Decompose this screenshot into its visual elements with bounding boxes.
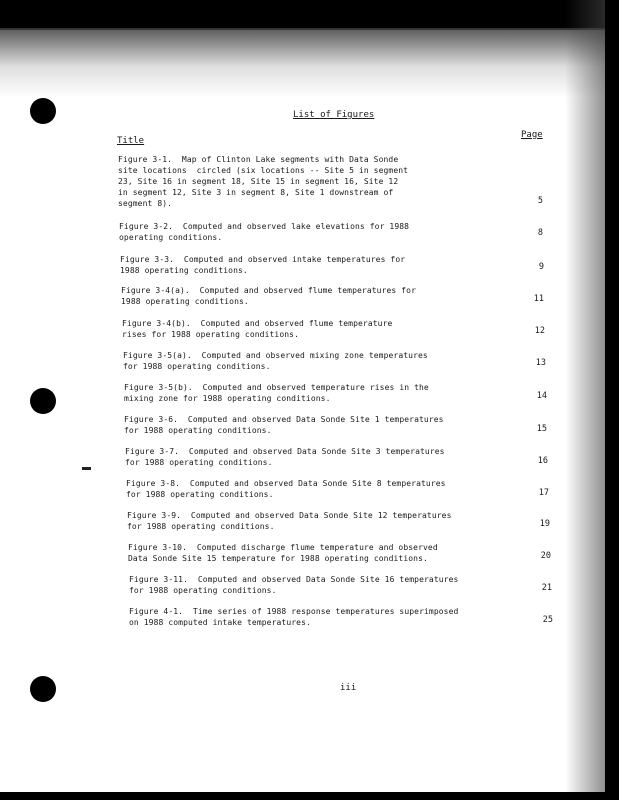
scan-bottom-border: [0, 792, 619, 800]
figure-entry-page: 19: [539, 519, 550, 529]
figure-entry-line: Figure 3-3. Computed and observed intake temperatures for: [120, 255, 406, 264]
scan-speck: [82, 467, 91, 470]
figure-entry-page: 9: [538, 262, 544, 272]
figure-entry-line: 23, Site 16 in segment 18, Site 15 in segment 16, Site 12: [118, 177, 399, 186]
figure-entry-line: Figure 3-9. Computed and observed Data Sonde Site 12 temperatures: [127, 511, 452, 520]
figure-entry-title: [127, 510, 451, 532]
figure-entry-line: Figure 4-1. Time series of 1988 response temperatures superimposed: [129, 607, 459, 616]
document-title: List of Figures: [293, 110, 375, 120]
figure-entry-line: site locations circled (six locations -- Site 5 in segment: [118, 166, 409, 175]
figure-entry-line: Figure 3-5(a). Computed and observed mixing zone temperatures: [123, 351, 428, 360]
figure-entry-line: rises for 1988 operating conditions.: [122, 330, 299, 339]
figure-entry-title: [121, 285, 416, 307]
figure-entry-line: Figure 3-7. Computed and observed Data Sonde Site 3 temperatures: [125, 447, 445, 456]
figure-entry-title: [129, 574, 458, 596]
figure-entry-line: Figure 3-1. Map of Clinton Lake segments with Data Sonde: [118, 155, 399, 164]
figure-entry-title: [125, 446, 445, 468]
figure-entry-page: 13: [535, 358, 546, 368]
figure-entry-title: [118, 154, 408, 209]
column-header-page: Page: [521, 130, 543, 140]
figure-entry-line: Figure 3-2. Computed and observed lake elevations for 1988: [119, 222, 410, 231]
scan-right-noise: [565, 0, 605, 800]
figure-entry-title: [119, 221, 409, 243]
figure-entry-line: Figure 3-6. Computed and observed Data Sonde Site 1 temperatures: [124, 415, 444, 424]
figure-entry-line: for 1988 operating conditions.: [126, 490, 274, 499]
figure-entry-page: 11: [533, 294, 544, 304]
figure-entry-line: in segment 12, Site 3 in segment 8, Site 1 downstream of: [118, 188, 394, 197]
figure-entry-line: Data Sonde Site 15 temperature for 1988 operating conditions.: [128, 554, 428, 563]
scan-top-border: [0, 0, 619, 30]
figure-entry-line: mixing zone for 1988 operating conditions.: [124, 394, 331, 403]
figure-entry-line: 1988 operating conditions.: [120, 266, 248, 275]
figure-entry-line: for 1988 operating conditions.: [125, 458, 273, 467]
figure-entry-line: segment 8).: [118, 199, 173, 208]
figure-entry-page: 17: [538, 488, 549, 498]
figure-entry-line: operating conditions.: [119, 233, 223, 242]
footer-page-number: iii: [340, 683, 357, 693]
figure-entry-page: 25: [542, 615, 553, 625]
figure-entry-title: [124, 382, 429, 404]
figure-entry-page: 8: [537, 228, 543, 238]
figure-entry-page: 15: [536, 424, 547, 434]
figure-entry-title: [122, 318, 392, 340]
figure-entry-line: Figure 3-11. Computed and observed Data Sonde Site 16 temperatures: [129, 575, 459, 584]
figure-entry-line: on 1988 computed intake temperatures.: [129, 618, 311, 627]
figure-entry-line: Figure 3-4(a). Computed and observed flume temperatures for: [121, 286, 416, 295]
figure-entry-page: 21: [541, 583, 552, 593]
figure-entry-title: [126, 478, 446, 500]
figure-entry-title: [120, 254, 405, 276]
punch-hole-middle: [30, 388, 56, 414]
scan-top-noise: [0, 28, 619, 98]
column-header-title: Title: [117, 136, 145, 146]
figure-entry-line: Figure 3-5(b). Computed and observed temperature rises in the: [124, 383, 429, 392]
punch-hole-top: [30, 98, 56, 124]
figure-entry-line: Figure 3-4(b). Computed and observed flume temperature: [122, 319, 393, 328]
figure-entry-line: Figure 3-8. Computed and observed Data Sonde Site 8 temperatures: [126, 479, 446, 488]
punch-hole-bottom: [30, 676, 56, 702]
scan-right-border: [605, 0, 619, 800]
figure-entry-title: [123, 350, 428, 372]
figure-entry-line: for 1988 operating conditions.: [127, 522, 275, 531]
figure-entry-line: 1988 operating conditions.: [121, 297, 249, 306]
figure-entry-page: 12: [534, 326, 545, 336]
figure-entry-page: 14: [536, 391, 547, 401]
figure-entry-title: [128, 542, 438, 564]
figure-entry-line: for 1988 operating conditions.: [129, 586, 277, 595]
figure-entry-line: Figure 3-10. Computed discharge flume temperature and observed: [128, 543, 438, 552]
figure-entry-page: 20: [540, 551, 551, 561]
figure-entry-title: [129, 606, 458, 628]
figure-entry-line: for 1988 operating conditions.: [123, 362, 271, 371]
figure-entry-page: 5: [537, 196, 543, 206]
figure-entry-page: 16: [537, 456, 548, 466]
figure-entry-title: [124, 414, 444, 436]
figure-entry-line: for 1988 operating conditions.: [124, 426, 272, 435]
